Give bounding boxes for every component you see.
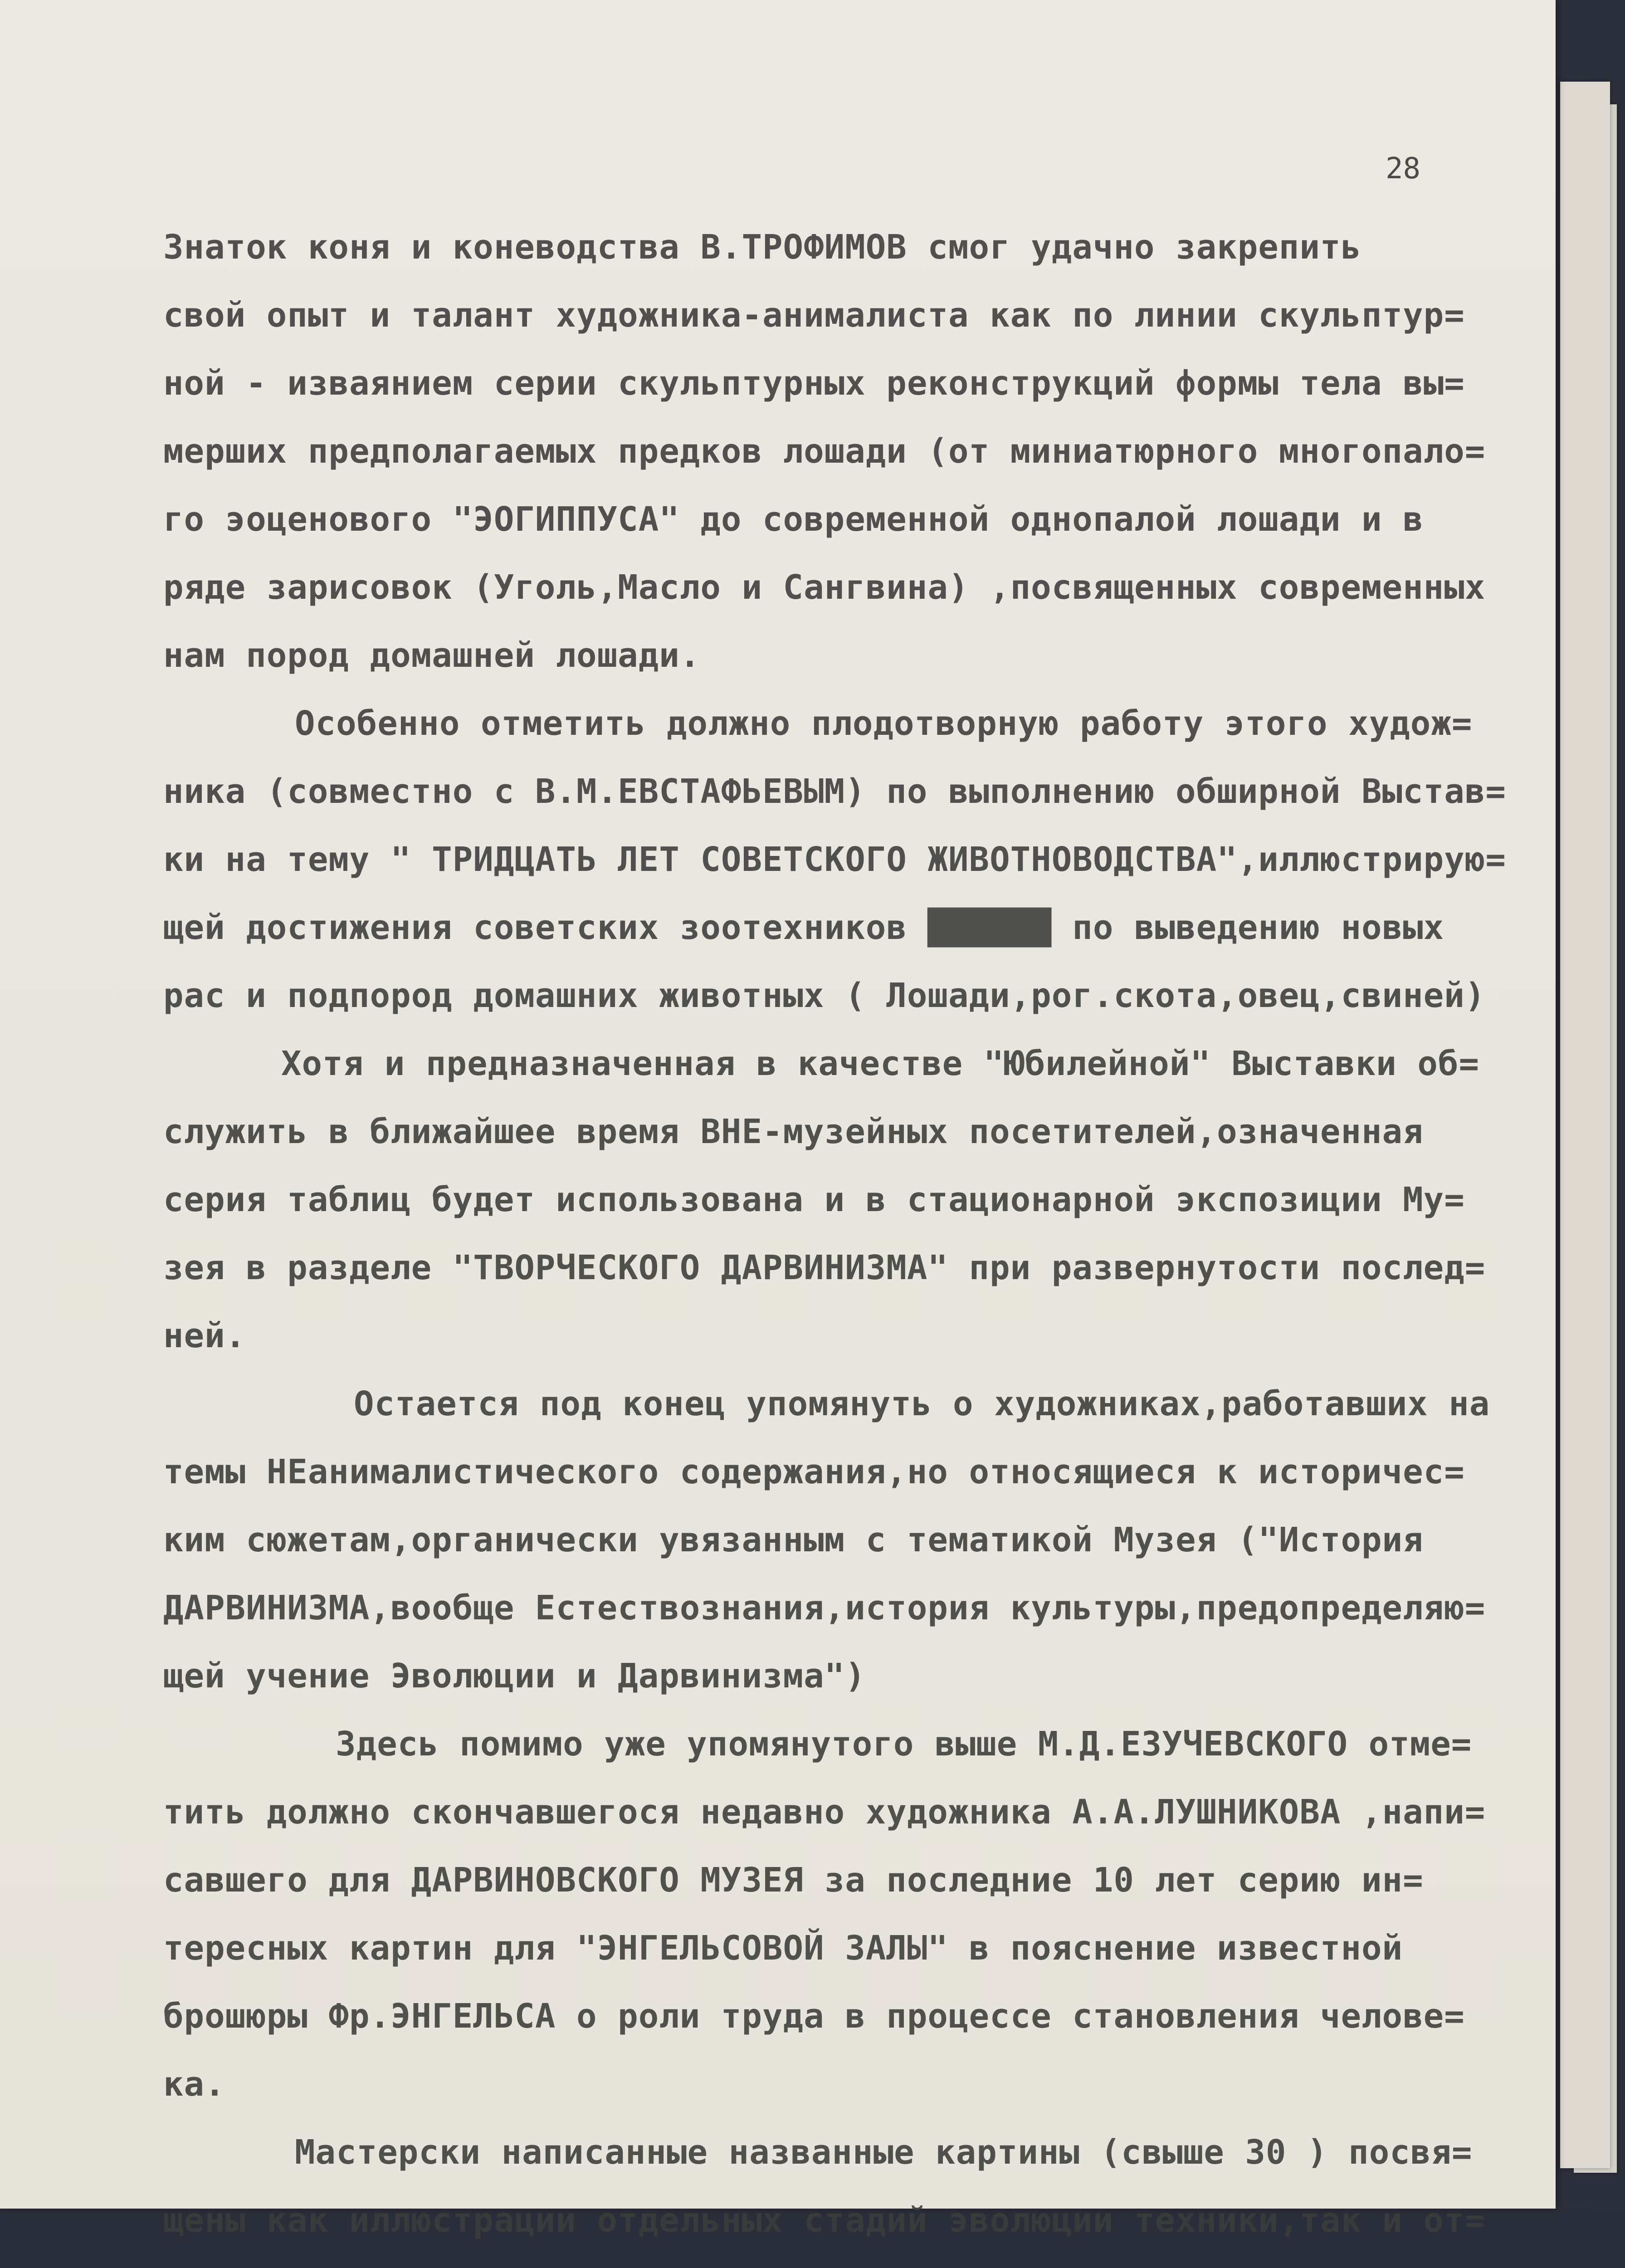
text-line: Хотя и предназначенная в качестве "Юбилейной" Выставки об= [281,1044,1480,1083]
text-line: темы НЕанималистического содержания,но относящиеся к историчес= [163,1452,1465,1491]
text-line: свой опыт и талант художника-анималиста как по линии скульптур= [163,296,1465,335]
text-line: щей достижения советских зоотехников ██████ по выведению новых [163,908,1444,947]
text-line: Особенно отметить должно плодотворную работу этого худож= [295,704,1473,743]
underlying-sheet-edge [1560,82,1610,2168]
text-line: ней. [163,1316,246,1355]
text-line: Остается под конец упомянуть о художниках,работавших на [354,1384,1490,1423]
text-line: мерших предполагаемых предков лошади (от миниатюрного многопало= [163,432,1486,471]
text-line: щей учение Эволюции и Дарвинизма") [163,1657,866,1696]
text-line: нам пород домашней лошади. [163,636,701,675]
text-line [163,2254,1497,2268]
text-line: тересных картин для "ЭНГЕЛЬСОВОЙ ЗАЛЫ" в пояснение известной [163,1929,1403,1968]
text-line: щены как иллюстрации отдельных стадий эволюции техники,так и от= [163,2201,1486,2240]
text-line: ряде зарисовок (Уголь,Масло и Сангвина) ,посвященных современных [163,568,1486,607]
page-number: 28 [1386,152,1421,186]
text-line: ки на тему " ТРИДЦАТЬ ЛЕТ СОВЕТСКОГО ЖИВОТНОВОДСТВА",иллюстрирую= [163,840,1506,879]
text-line: Мастерски написанные названные картины (свыше 30 ) посвя= [295,2133,1473,2172]
text-line: ной - изваянием серии скульптурных реконструкций формы тела вы= [163,364,1465,403]
text-line: савшего для ДАРВИНОВСКОГО МУЗЕЯ за последние 10 лет серию ин= [163,1861,1424,1900]
text-line: Знаток коня и коневодства В.ТРОФИМОВ смог удачно закрепить [163,228,1362,267]
text-line: ДАРВИНИЗМА,вообще Естествознания,история культуры,предопределяю= [163,1589,1486,1628]
text-line: го эоценового "ЭОГИППУСА" до современной однопалой лошади и в [163,500,1424,539]
page-body [163,213,1506,2268]
text-line: Здесь помимо уже упомянутого выше М.Д.ЕЗУЧЕВСКОГО отме= [336,1725,1472,1764]
text-line: ким сюжетам,органически увязанным с тематикой Музея ("История [163,1520,1424,1559]
text-line: рас и подпород домашних животных ( Лошади,рог.скота,овец,свиней) [163,976,1486,1015]
text-line: брошюры Фр.ЭНГЕЛЬСА о роли труда в процессе становления челове= [163,1997,1465,2036]
text-line: тить должно скончавшегося недавно художника А.А.ЛУШНИКОВА ,напи= [163,1793,1486,1832]
text-line: служить в ближайшее время ВНЕ-музейных посетителей,означенная [163,1112,1424,1151]
text-line: зея в разделе "ТВОРЧЕСКОГО ДАРВИНИЗМА" при развернутости послед= [163,1248,1486,1287]
text-line: серия таблиц будет использована и в стационарной экспозиции Му= [163,1180,1465,1219]
text-line: ка. [163,2065,225,2104]
text-line: ника (совместно с В.М.ЕВСТАФЬЕВЫМ) по выполнению обширной Выстав= [163,772,1506,811]
